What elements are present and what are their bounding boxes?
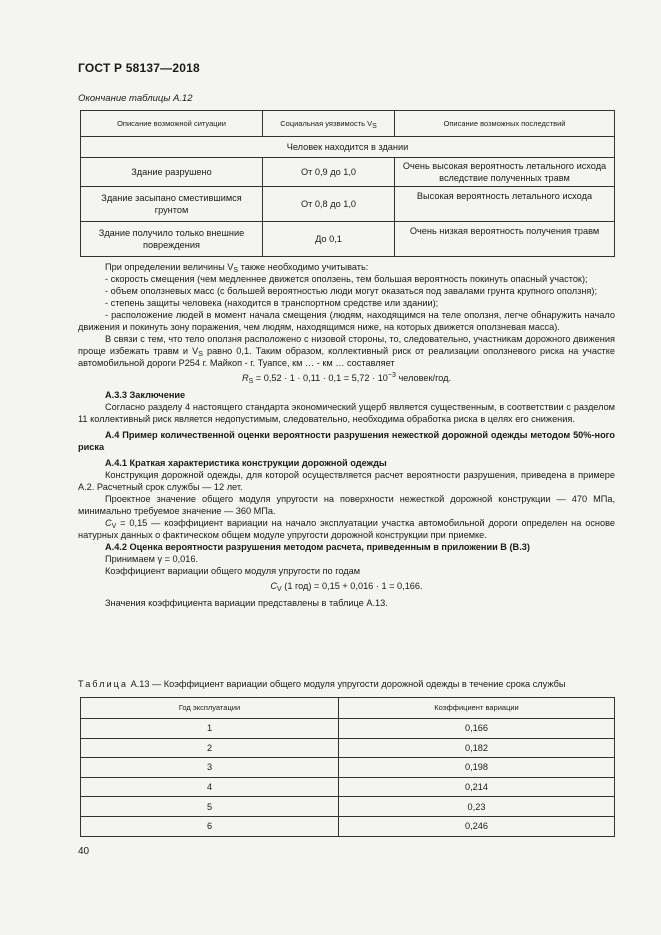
table-row <box>81 816 615 836</box>
paragraph: $C_V = 0,15$ — коэффициент вариации на начало эксплуатации участка автомобильной дороги определен на основе натурных данных о фактическом общем модуле упругости дорожной конструкции при приемке. <box>78 518 615 540</box>
paragraph: При определении величины $V_S$ также необходимо учитывать: <box>105 262 369 274</box>
column-header-coefficient: Коэффициент вариации <box>339 698 615 719</box>
cell-year: 3 <box>81 758 339 778</box>
paragraph: Значения коэффициента вариации представлены в таблице А.13. <box>105 598 388 608</box>
table-a13-caption: Таблица А.13 — Коэффициент вариации общего модуля упругости дорожной одежды в течение срока службы <box>78 679 566 689</box>
table-a12-caption: Окончание таблицы А.12 <box>78 93 193 104</box>
table-row <box>81 777 615 797</box>
table-a13 <box>80 697 615 837</box>
page-number: 40 <box>78 846 90 857</box>
cell-consequence: Очень высокая вероятность летального исхода вследствие полученных травм <box>395 158 615 187</box>
cell-year: 1 <box>81 719 339 739</box>
section-heading: А.3.3 Заключение <box>105 390 186 400</box>
table-a12 <box>80 110 615 257</box>
bullet-item: - объем оползневых масс (с большей вероятностью люди могут оказаться под завалами грунта крупного оползня); <box>105 286 598 296</box>
paragraph: Принимаем γ = 0,016. <box>105 554 199 564</box>
cell-situation: Здание засыпано сместившимся грунтом <box>81 187 263 222</box>
cell-coef: 0,246 <box>339 816 615 836</box>
bullet-item: - степень защиты человека (находится в транспортном средстве или здании); <box>105 298 439 308</box>
cell-value: От 0,8 до 1,0 <box>263 187 395 222</box>
paragraph: Проектное значение общего модуля упругости на поверхности нежесткой дорожной конструкции — 470 МПа, минимально требуемое значение — 360 МПа. <box>78 494 615 516</box>
paragraph: В связи с тем, что тело оползня расположено с низовой стороны, то, следовательно, участникам дорожного движения проще избежать травм и $V_S$ равно 0,1. Таким образом, коллективный риск от реализации оползневого риска на участке автомобильной дороги Р254 г. Майкоп - г. Туапсе, км … - км … составляет <box>78 334 615 368</box>
cell-consequence: Очень низкая вероятность получения травм <box>395 222 615 257</box>
table-row <box>81 222 615 257</box>
cell-coef: 0,182 <box>339 738 615 758</box>
table-row <box>81 719 615 739</box>
table-row <box>81 738 615 758</box>
column-header-situation: Описание возможной ситуации <box>81 111 263 137</box>
paragraph: Конструкция дорожной одежды, для которой осуществляется расчет вероятности разрушения, приведена в примере А.2. Расчетный срок службы — 12 лет. <box>78 470 615 492</box>
cell-year: 4 <box>81 777 339 797</box>
cell-coef: 0,166 <box>339 719 615 739</box>
cell-coef: 0,198 <box>339 758 615 778</box>
cell-situation: Здание разрушено <box>81 158 263 187</box>
section-heading: А.4.2 Оценка вероятности разрушения методом расчета, приведенным в приложении В (В.3) <box>105 542 530 552</box>
section-heading: А.4.1 Краткая характеристика конструкции дорожной одежды <box>105 458 387 468</box>
formula-cv: $C_V$ (1 год) = 0,15 + 0,016 · 1 = 0,166. <box>270 581 423 593</box>
table-row <box>81 758 615 778</box>
table-header-row <box>81 111 615 137</box>
group-label: Человек находится в здании <box>81 137 615 158</box>
document-header: ГОСТ Р 58137—2018 <box>78 61 200 75</box>
column-header-consequences: Описание возможных последствий <box>395 111 615 137</box>
bullet-item: - расположение людей в момент начала смещения (людям, находящимся на теле оползня, легче обнаружить начало движения и покинуть зону поражения, чем людям, находящимся ниже, на которых движется оползневая масса). <box>78 310 615 332</box>
body-text <box>78 261 615 609</box>
cell-value: До 0,1 <box>263 222 395 257</box>
cell-year: 6 <box>81 816 339 836</box>
cell-year: 5 <box>81 797 339 817</box>
paragraph: Коэффициент вариации общего модуля упругости по годам <box>105 566 361 576</box>
cell-value: От 0,9 до 1,0 <box>263 158 395 187</box>
cell-coef: 0,23 <box>339 797 615 817</box>
section-heading: А.4 Пример количественной оценки вероятности разрушения нежесткой дорожной одежды методом 50%-ного риска <box>78 430 615 452</box>
cell-consequence: Высокая вероятность летального исхода <box>395 187 615 222</box>
table-row <box>81 187 615 222</box>
table-row <box>81 797 615 817</box>
column-header-vulnerability: Социальная уязвимость $V_S$ <box>263 111 395 137</box>
cell-year: 2 <box>81 738 339 758</box>
paragraph: Согласно разделу 4 настоящего стандарта экономический ущерб является существенным, в соответствии с разделом 11 коллективный риск является недопустимым, следовательно, необходима обработка риска в целях его снижения. <box>78 402 615 424</box>
column-header-year: Год эксплуатации <box>81 698 339 719</box>
cell-situation: Здание получило только внешние повреждения <box>81 222 263 257</box>
table-header-row <box>81 698 615 719</box>
bullet-item: - скорость смещения (чем медленнее движется оползень, тем большая вероятность покинуть опасный участок); <box>105 274 588 284</box>
cell-coef: 0,214 <box>339 777 615 797</box>
table-row <box>81 158 615 187</box>
formula-risk: $R_S = 0,52 \cdot 1 \cdot 0,11 \cdot 0,1 = 5,72 \cdot 10^{-3}$ человек/год. <box>241 372 452 385</box>
